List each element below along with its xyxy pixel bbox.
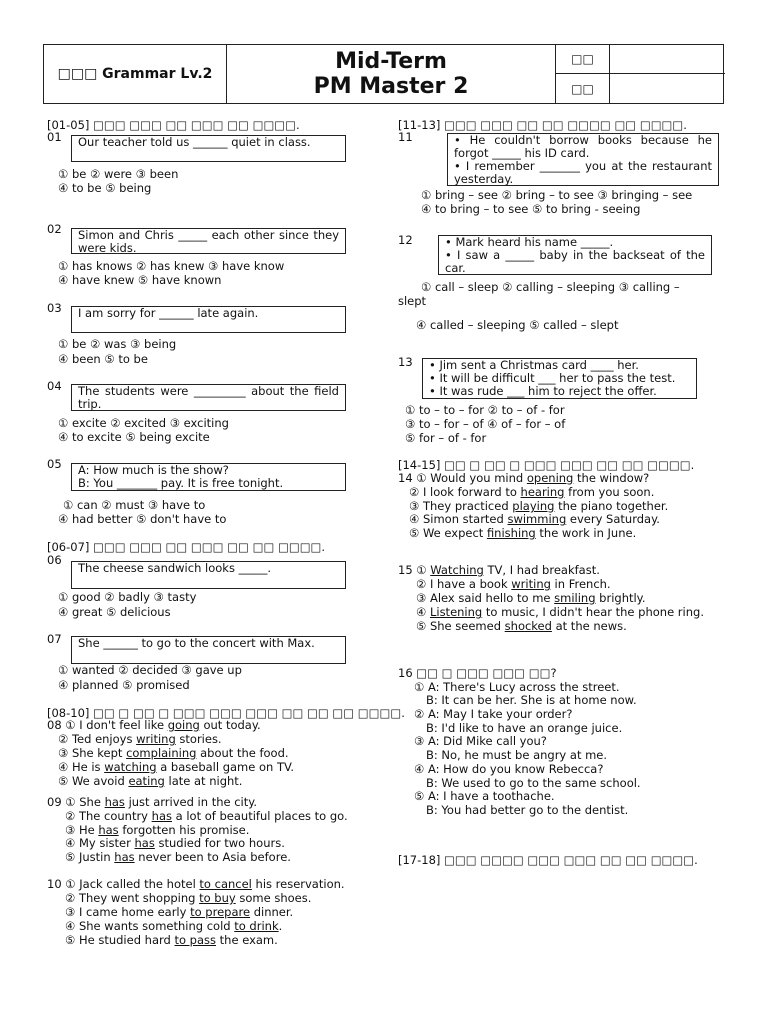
- q02-box: [71, 228, 346, 254]
- q03-box: [71, 306, 346, 333]
- q15-line-3: ③ Alex said hello to me smiling brightly.: [416, 591, 646, 605]
- q11-box-line2: forgot _____ his ID card.: [454, 146, 590, 160]
- q12-box: [438, 235, 712, 275]
- q05-number: 05: [47, 457, 62, 471]
- q10-line-4: ④ She wants something cold to drink.: [65, 919, 283, 933]
- q15-line-2: ② I have a book writing in French.: [416, 577, 611, 591]
- q07-options-2: ④ planned ⑤ promised: [58, 678, 190, 692]
- q10-line-2: ② They went shopping to buy some shoes.: [65, 891, 312, 905]
- q09-line-1: 09 ① She has just arrived in the city.: [47, 795, 258, 809]
- q05-options-2: ④ had better ⑤ don't have to: [58, 512, 227, 526]
- q01-box-text: Our teacher told us ______ quiet in class.: [78, 135, 311, 149]
- q14-line-5: ⑤ We expect finishing the work in June.: [409, 526, 637, 540]
- header-table: [43, 44, 724, 104]
- q09-line-2: ② The country has a lot of beautiful places to go.: [65, 809, 348, 823]
- q09-line-4: ④ My sister has studied for two hours.: [65, 836, 285, 850]
- q16-d1a: ① A: There's Lucy across the street.: [414, 680, 620, 694]
- q11-box: [447, 133, 719, 186]
- course-title: □□□ Grammar Lv.2: [44, 45, 227, 103]
- q16-d3a: ③ A: Did Mike call you?: [414, 734, 547, 748]
- q12-number: 12: [398, 233, 413, 247]
- q16-d2a: ② A: May I take your order?: [414, 707, 573, 721]
- q13-box-line1: • Jim sent a Christmas card ____ her.: [429, 358, 639, 372]
- header-field-2[interactable]: [610, 74, 725, 103]
- q05-box-line2: B: You _______ pay. It is free tonight.: [78, 476, 284, 490]
- q02-box-line2: were kids.: [78, 241, 137, 255]
- q13-number: 13: [398, 355, 413, 369]
- q05-box: [71, 463, 346, 491]
- q09-line-5: ⑤ Justin has never been to Asia before.: [65, 850, 291, 864]
- q06-box-text: The cheese sandwich looks _____.: [78, 561, 272, 575]
- q01-number: 01: [47, 130, 62, 144]
- q02-number: 02: [47, 222, 62, 236]
- q15-number: 15: [398, 563, 413, 577]
- q08-line-3: ③ She kept complaining about the food.: [58, 746, 289, 760]
- q07-options-1: ① wanted ② decided ③ gave up: [58, 663, 242, 677]
- instruction-08-10: [08-10] □□ □ □□ □ □□□ □□□ □□□ □□ □□ □□ □□□□.: [47, 706, 405, 720]
- q02-options-2: ④ have knew ⑤ have known: [58, 273, 222, 287]
- q14-line-1: 14 ① Would you mind opening the window?: [398, 471, 650, 485]
- q15-line-4: ④ Listening to music, I didn't hear the phone ring.: [416, 605, 704, 619]
- q05-box-line1: A: How much is the show?: [78, 463, 229, 477]
- instruction-14-15: [14-15] □□ □ □□ □ □□□ □□□ □□ □□ □□□□.: [398, 458, 695, 472]
- q09-line-3: ③ He has forgotten his promise.: [65, 823, 250, 837]
- q03-number: 03: [47, 301, 62, 315]
- q11-box-line3: • I remember _______ you at the restaurant: [454, 159, 712, 173]
- q16-d4a: ④ A: How do you know Rebecca?: [414, 762, 604, 776]
- q11-number: 11: [398, 130, 413, 144]
- header-label-2: □□: [556, 74, 610, 103]
- q08-line-2: ② Ted enjoys writing stories.: [58, 732, 222, 746]
- q03-options-1: ① be ② was ③ being: [58, 337, 177, 351]
- instruction-06-07: [06-07] □□□ □□□ □□ □□□ □□ □□ □□□□.: [47, 540, 326, 554]
- q03-box-text: I am sorry for ______ late again.: [78, 306, 259, 320]
- q01-options-1: ① be ② were ③ been: [58, 167, 179, 181]
- q04-box: [71, 384, 346, 411]
- q15-line-5: ⑤ She seemed shocked at the news.: [416, 619, 627, 633]
- q06-box: [71, 561, 346, 589]
- q11-options-2: ④ to bring – to see ⑤ to bring - seeing: [421, 202, 641, 216]
- exam-title-line2: PM Master 2: [313, 74, 469, 99]
- q16-number: 16: [398, 666, 413, 680]
- q04-box-line1: The students were _________ about the field: [78, 384, 339, 398]
- q04-options-2: ④ to excite ⑤ being excite: [58, 430, 210, 444]
- header-label-1: □□: [556, 45, 610, 74]
- q02-options-1: ① has knows ② has knew ③ have know: [58, 259, 285, 273]
- q16-d2b: B: I'd like to have an orange juice.: [426, 721, 623, 735]
- q16-d3b: B: No, he must be angry at me.: [426, 748, 608, 762]
- q10-line-3: ③ I came home early to prepare dinner.: [65, 905, 294, 919]
- q10-line-5: ⑤ He studied hard to pass the exam.: [65, 933, 278, 947]
- q14-line-4: ④ Simon started swimming every Saturday.: [409, 512, 660, 526]
- q16-d4b: B: We used to go to the same school.: [426, 776, 641, 790]
- exam-title: [227, 45, 556, 103]
- q12-box-line3: car.: [445, 261, 466, 275]
- q14-number: 14: [398, 471, 413, 485]
- q07-box: [71, 636, 346, 664]
- q08-line-5: ⑤ We avoid eating late at night.: [58, 774, 243, 788]
- q04-number: 04: [47, 379, 62, 393]
- q13-box-line2: • It will be difficult ___ her to pass the test.: [429, 371, 676, 385]
- q06-options-2: ④ great ⑤ delicious: [58, 605, 171, 619]
- q11-box-line4: yesterday.: [454, 172, 514, 186]
- q03-options-2: ④ been ⑤ to be: [58, 352, 148, 366]
- q11-box-line1: • He couldn't borrow books because he: [454, 133, 712, 147]
- q12-options-1: ① call – sleep ② calling – sleeping ③ calling –: [421, 280, 680, 294]
- q16-question: 16 □□ □ □□□ □□□ □□?: [398, 666, 557, 680]
- q07-box-text: She ______ to go to the concert with Max.: [78, 636, 315, 650]
- q05-options-1: ① can ② must ③ have to: [63, 498, 206, 512]
- instruction-01-05: [01-05] □□□ □□□ □□ □□□ □□ □□□□.: [47, 118, 300, 132]
- q04-box-line2: trip.: [78, 397, 102, 411]
- q16-d1b: B: It can be her. She is at home now.: [426, 693, 637, 707]
- q13-options-2: ③ to – for – of ④ of – for – of: [405, 417, 566, 431]
- q08-line-4: ④ He is watching a baseball game on TV.: [58, 760, 295, 774]
- q11-options-1: ① bring – see ② bring – to see ③ bringing – see: [421, 188, 693, 202]
- instruction-17-18: [17-18] □□□ □□□□ □□□ □□□ □□ □□ □□□□.: [398, 853, 698, 867]
- q01-box: [71, 135, 346, 162]
- q12-options-2: ④ called – sleeping ⑤ called – slept: [416, 318, 619, 332]
- q16-d5b: B: You had better go to the dentist.: [426, 803, 629, 817]
- q16-d5a: ⑤ A: I have a toothache.: [414, 789, 555, 803]
- q13-options-3: ⑤ for – of - for: [405, 431, 487, 445]
- q10-number: 10: [47, 877, 62, 891]
- q08-line-1: 08 ① I don't feel like going out today.: [47, 718, 261, 732]
- q13-options-1: ① to – to – for ② to – of - for: [405, 403, 565, 417]
- q08-number: 08: [47, 718, 62, 732]
- q12-box-line1: • Mark heard his name _____.: [445, 235, 614, 249]
- instruction-11-13: [11-13] □□□ □□□ □□ □□ □□□□ □□ □□□□.: [398, 118, 687, 132]
- q06-options-1: ① good ② badly ③ tasty: [58, 590, 197, 604]
- q01-options-2: ④ to be ⑤ being: [58, 181, 152, 195]
- q12-options-1-wrap: slept: [398, 294, 427, 308]
- q15-line-1: 15 ① Watching TV, I had breakfast.: [398, 563, 600, 577]
- q12-box-line2: • I saw a _____ baby in the backseat of the: [445, 248, 705, 262]
- q13-box-line3: • It was rude ___ him to reject the offer.: [429, 384, 657, 398]
- q10-line-1: 10 ① Jack called the hotel to cancel his reservation.: [47, 877, 345, 891]
- q14-line-3: ③ They practiced playing the piano together.: [409, 499, 669, 513]
- q13-box: [422, 358, 697, 399]
- q04-options-1: ① excite ② excited ③ exciting: [58, 416, 229, 430]
- header-field-1[interactable]: [610, 45, 725, 74]
- exam-title-line1: Mid-Term: [335, 49, 447, 74]
- q02-box-line1: Simon and Chris _____ each other since they: [78, 228, 339, 242]
- q07-number: 07: [47, 632, 62, 646]
- q09-number: 09: [47, 795, 62, 809]
- q06-number: 06: [47, 553, 62, 567]
- q14-line-2: ② I look forward to hearing from you soon.: [409, 485, 655, 499]
